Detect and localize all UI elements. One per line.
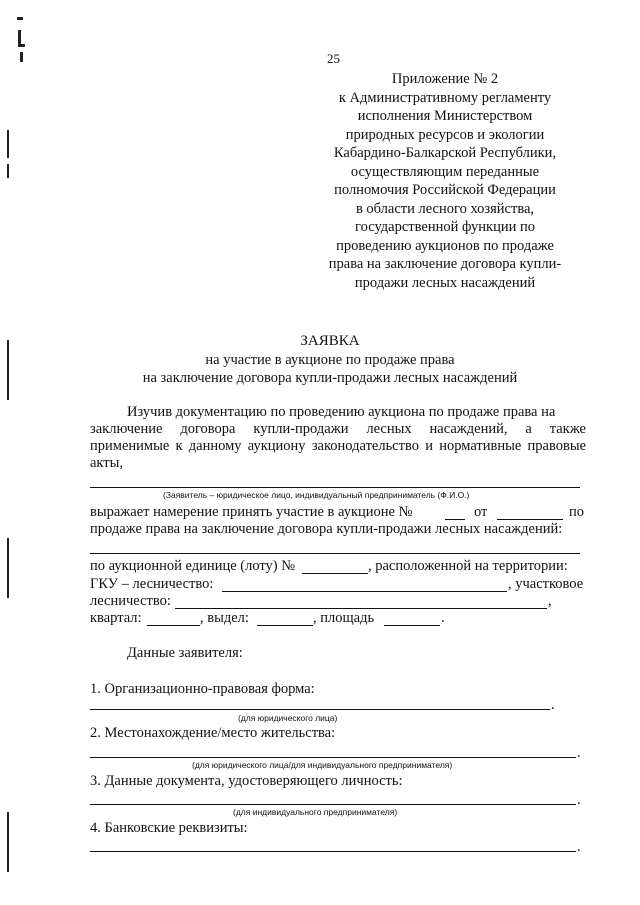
appendix-line: продажи лесных насаждений [354, 274, 536, 291]
document-title: ЗАЯВКА [300, 333, 360, 349]
location-dot: . [577, 745, 581, 761]
forestry-field[interactable] [222, 591, 507, 592]
lot-location-label: , расположенной на территории: [368, 558, 568, 574]
appendix-line: Кабардино-Балкарской Республики, [333, 145, 557, 161]
scan-mark-top [17, 17, 23, 20]
bank-details-field[interactable] [90, 851, 576, 852]
appendix-line: Приложение № 2 [391, 71, 499, 87]
scan-mark-hook-tail [18, 44, 25, 47]
id-document-caption: (для индивидуального предпринимателя) [233, 807, 398, 817]
applicant-name-field[interactable] [90, 487, 580, 488]
area-label: , площадь [313, 610, 375, 626]
location-field[interactable] [90, 757, 576, 758]
applicant-data-heading: Данные заявителя: [127, 645, 243, 661]
id-document-dot: . [577, 792, 581, 808]
legal-form-field[interactable] [90, 709, 550, 710]
forestry-label: ГКУ – лесничество: [90, 576, 214, 592]
scan-mark-bar-4 [7, 538, 9, 598]
intent-on-label: по [569, 504, 585, 520]
appendix-line: полномочия Российской Федерации [334, 182, 556, 198]
intent-from-label: от [474, 504, 488, 520]
lot-label: по аукционной единице (лоту) № [90, 558, 296, 574]
appendix-line: проведению аукционов по продаже [336, 237, 554, 254]
appendix-line: в области лесного хозяйства, [355, 200, 535, 217]
title-subline-1: на участие в аукционе по продаже права [205, 352, 455, 368]
appendix-line: государственной функции по [355, 219, 535, 235]
scan-mark-bar-1 [7, 130, 9, 158]
legal-form-dot: . [551, 697, 555, 713]
district-label: лесничество: [90, 593, 171, 609]
intro-line-4: акты, [90, 455, 123, 471]
appendix-line: к Административному регламенту [338, 89, 552, 106]
legal-form-caption: (для юридического лица) [238, 713, 338, 723]
intent-extra-field[interactable] [90, 553, 580, 554]
scan-mark-bar-2 [7, 164, 9, 178]
page-number: 25 [327, 51, 340, 66]
item-legal-form-label: 1. Организационно-правовая форма: [90, 681, 315, 697]
scan-mark-tick [20, 52, 23, 62]
intro-line-3: применимые к данному аукциону законодательство и нормативные правовые [90, 438, 586, 454]
area-field[interactable] [384, 625, 440, 626]
bank-details-dot: . [577, 839, 581, 855]
scan-mark-hook [18, 30, 21, 44]
intent-text-2: продаже права на заключение договора купли-продажи лесных насаждений: [90, 521, 563, 537]
applicant-caption: (Заявитель – юридическое лицо, индивидуальный предприниматель (Ф.И.О.) [163, 490, 470, 500]
intro-line-2: заключение договора купли-продажи лесных насаждений, а также [90, 421, 586, 437]
district-comma: , [548, 593, 552, 609]
title-subline-2: на заключение договора купли-продажи лесных насаждений [142, 370, 518, 386]
item-location-label: 2. Местонахождение/место жительства: [90, 725, 336, 741]
area-dot: . [441, 610, 445, 626]
section-field[interactable] [257, 625, 313, 626]
appendix-block [300, 70, 590, 292]
quarter-field[interactable] [147, 625, 200, 626]
quarter-label: квартал: [90, 610, 142, 626]
district-forestry-label: , участковое [508, 576, 584, 592]
item-bank-details-label: 4. Банковские реквизиты: [90, 820, 248, 836]
section-label: , выдел: [200, 610, 249, 626]
intent-text: выражает намерение принять участие в аукционе № [90, 504, 413, 520]
appendix-line: осуществляющим переданные [350, 163, 540, 180]
item-id-document-label: 3. Данные документа, удостоверяющего личность: [90, 773, 403, 789]
intro-line-1: Изучив документацию по проведению аукциона по продаже права на [127, 404, 556, 420]
appendix-line: исполнения Министерством [357, 108, 533, 124]
lot-number-field[interactable] [302, 573, 368, 574]
appendix-line: права на заключение договора купли- [328, 256, 562, 272]
id-document-field[interactable] [90, 804, 576, 805]
scan-mark-bar-3 [7, 340, 9, 400]
location-caption: (для юридического лица/для индивидуального предпринимателя) [192, 760, 453, 770]
appendix-line: природных ресурсов и экологии [345, 126, 545, 143]
scan-mark-bar-5 [7, 812, 9, 872]
